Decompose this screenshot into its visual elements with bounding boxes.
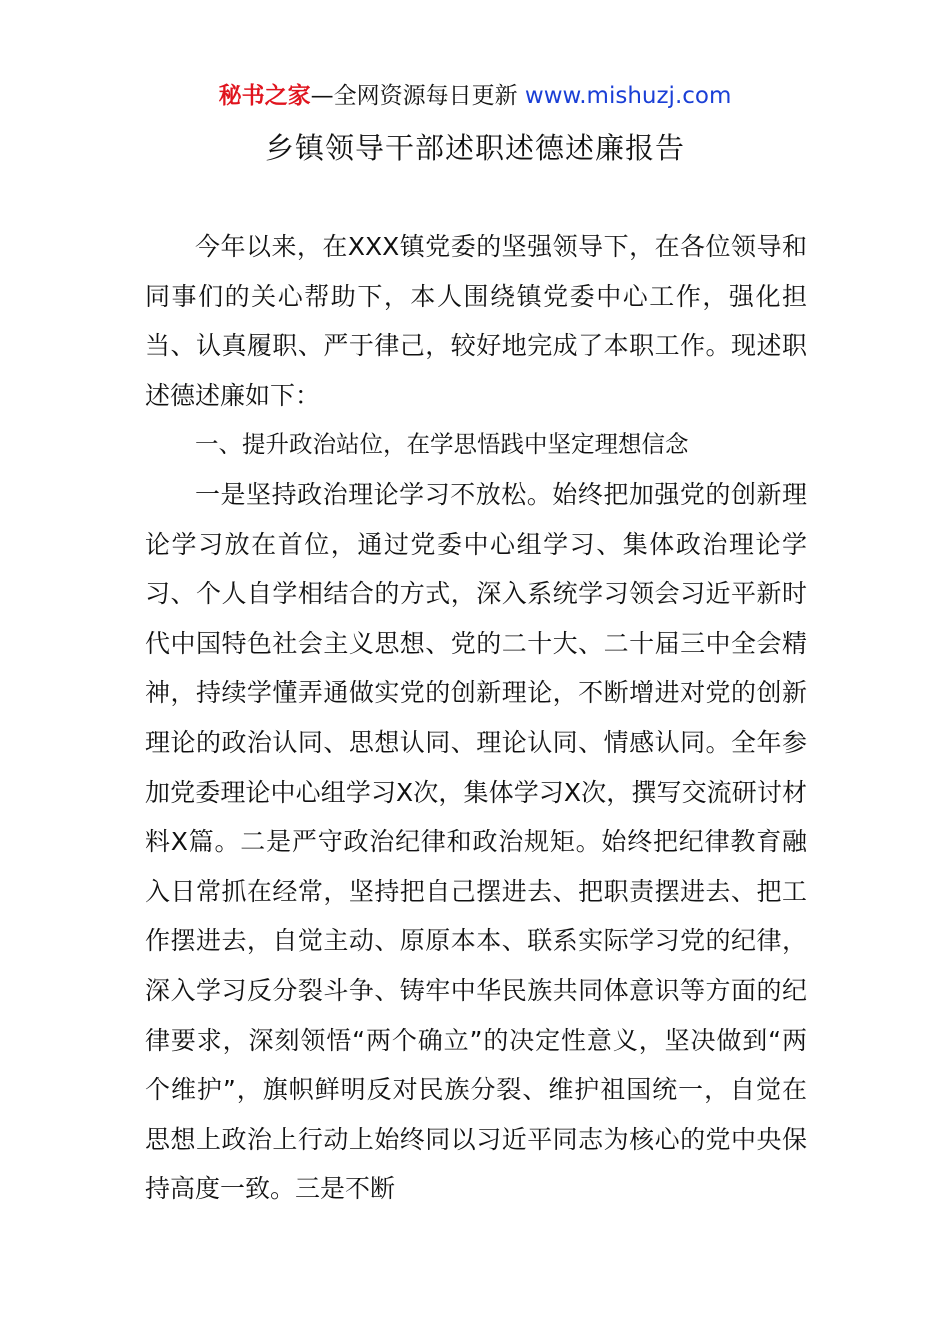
- intro-paragraph: 今年以来，在XXX镇党委的坚强领导下，在各位领导和同事们的关心帮助下，本人围绕镇党委中心工作，强化担当、认真履职、严于律己，较好地完成了本职工作。现述职述德述廉如下：: [145, 232, 807, 410]
- site-tagline: —全网资源每日更新: [310, 83, 525, 109]
- section-heading: 一、提升政治站位，在学思悟践中坚定理想信念: [195, 430, 689, 459]
- document-title: 乡镇领导干部述职述德述廉报告: [264, 131, 685, 165]
- document-body: [145, 222, 807, 1214]
- site-url-link[interactable]: www.mishuzj.com: [524, 83, 732, 109]
- site-name: 秘书之家: [218, 83, 311, 109]
- body-paragraph: 一是坚持政治理论学习不放松。始终把加强党的创新理论学习放在首位，通过党委中心组学习、集体政治理论学习、个人自学相结合的方式，深入系统学习领会习近平新时代中国特色社会主义思想、党的二十大、二十届三中全会精神，持续学懂弄通做实党的创新理论，不断增进对党的创新理论的政治认同、思想认同、理论认同、情感认同。全年参加党委理论中心组学习X次，集体学习X次，撰写交流研讨材料X篇。二是严守政治纪律和政治规矩。始终把纪律教育融入日常抓在经常，坚持把自己摆进去、把职责摆进去、把工作摆进去，自觉主动、原原本本、联系实际学习党的纪律，深入学习反分裂斗争、铸牢中华民族共同体意识等方面的纪律要求，深刻领悟“两个确立”的决定性意义，坚决做到“两个维护”，旗帜鲜明反对民族分裂、维护祖国统一，自觉在思想上政治上行动上始终同以习近平同志为核心的党中央保持高度一致。三是不断: [145, 479, 807, 1204]
- site-header: [0, 78, 950, 114]
